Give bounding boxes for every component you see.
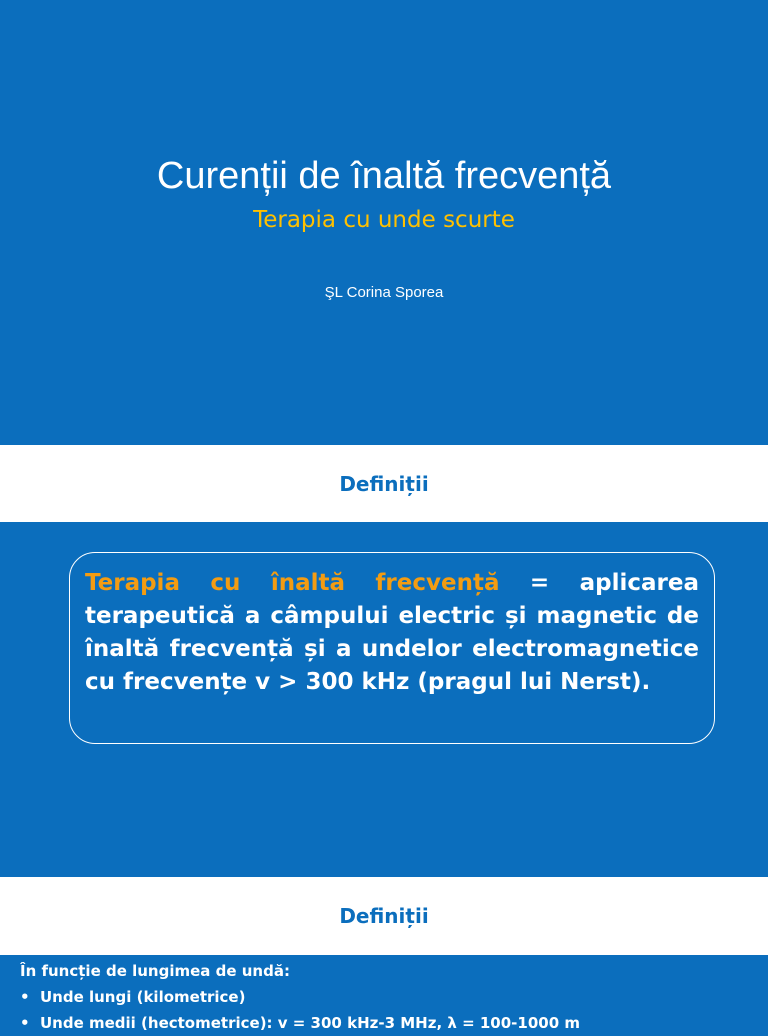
definitions-header-band-2 (0, 877, 768, 955)
bullet-dot-icon: • (20, 1014, 30, 1032)
definitions-header-band (0, 445, 768, 522)
definitions-heading: Definiții (339, 471, 429, 496)
title-slide (0, 0, 768, 445)
definition-box (69, 552, 715, 744)
definition-text (85, 567, 699, 699)
wavelength-list-heading: În funcție de lungimea de undă: (20, 962, 290, 980)
definition-term: Terapia cu înaltă frecvență (85, 570, 500, 596)
slide-title: Curenții de înaltă frecvență (156, 155, 612, 197)
bullet-dot-icon: • (20, 988, 30, 1006)
list-item-text: Unde medii (hectometrice): v = 300 kHz-3 MHz, λ = 100-1000 m (40, 1014, 581, 1032)
wavelength-list-block (20, 958, 760, 1036)
list-item-text: Unde lungi (kilometrice) (40, 988, 246, 1006)
list-item (20, 984, 760, 1010)
slide-subtitle: Terapia cu unde scurte (253, 207, 515, 233)
definitions-heading-2: Definiții (339, 904, 429, 928)
list-item (20, 1010, 760, 1036)
definition-body: = aplicarea terapeutică a câmpului electric și magnetic de înaltă frecvență și a undelor electromagnetice cu frecvențe v > 300 kHz (pragul lui Nerst). (85, 570, 699, 695)
slide-author: ŞL Corina Sporea (324, 284, 444, 301)
wavelength-list (20, 984, 760, 1036)
